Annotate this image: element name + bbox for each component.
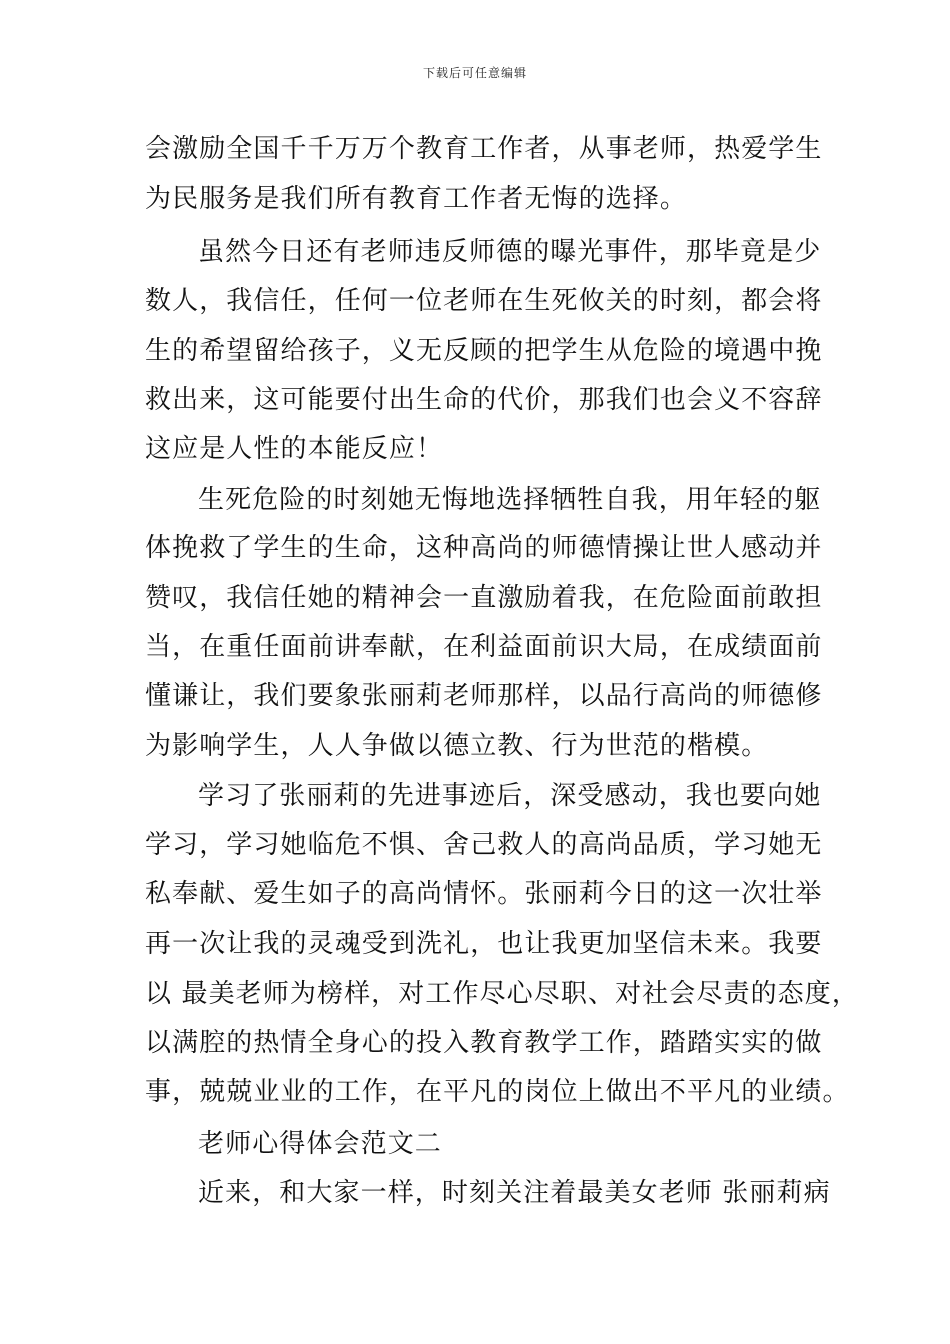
- text-line: 私奉献、爱生如子的高尚情怀。张丽莉今日的这一次壮举: [145, 879, 823, 909]
- text-line: 当，在重任面前讲奉献，在利益面前识大局，在成绩面前: [145, 632, 823, 662]
- paragraph-start-line: 生死危险的时刻她无悔地选择牺牲自我，用年轻的躯: [198, 485, 822, 515]
- text-line: 救出来，这可能要付出生命的代价，那我们也会义不容辞: [145, 385, 823, 415]
- text-line: 体挽救了学生的生命，这种高尚的师德情操让世人感动并: [145, 533, 823, 563]
- paragraph-start-line: 学习了张丽莉的先进事迹后，深受感动，我也要向她: [198, 781, 822, 811]
- text-line: 为民服务是我们所有教育工作者无悔的选择。: [145, 184, 688, 214]
- text-line: 为影响学生，人人争做以德立教、行为世范的楷模。: [145, 731, 769, 761]
- paragraph-start-line: 近来，和大家一样，时刻关注着最美女老师 张丽莉病: [198, 1178, 831, 1208]
- section-heading: 老师心得体会范文二: [198, 1129, 442, 1159]
- text-line: 赞叹，我信任她的精神会一直激励着我，在危险面前敢担: [145, 583, 823, 613]
- text-line: 事，兢兢业业的工作，在平凡的岗位上做出不平凡的业绩。: [145, 1077, 850, 1107]
- text-line: 以 最美老师为榜样，对工作尽心尽职、对社会尽责的态度，: [145, 979, 859, 1009]
- paragraph-start-line: 虽然今日还有老师违反师德的曝光事件，那毕竟是少: [198, 237, 822, 267]
- text-line: 会激励全国千千万万个教育工作者，从事老师，热爱学生: [145, 134, 823, 164]
- text-line: 学习，学习她临危不惧、舍己救人的高尚品质，学习她无: [145, 830, 823, 860]
- text-line: 数人，我信任，任何一位老师在生死攸关的时刻，都会将: [145, 286, 823, 316]
- text-line: 这应是人性的本能反应！: [145, 434, 444, 464]
- text-line: 生的希望留给孩子，义无反顾的把学生从危险的境遇中挽: [145, 336, 823, 366]
- text-line: 以满腔的热情全身心的投入教育教学工作，踏踏实实的做: [145, 1028, 823, 1058]
- page-header: 下载后可任意编辑: [422, 66, 527, 80]
- text-line: 懂谦让，我们要象张丽莉老师那样，以品行高尚的师德修: [145, 681, 823, 711]
- text-line: 再一次让我的灵魂受到洗礼，也让我更加坚信未来。我要: [145, 929, 823, 959]
